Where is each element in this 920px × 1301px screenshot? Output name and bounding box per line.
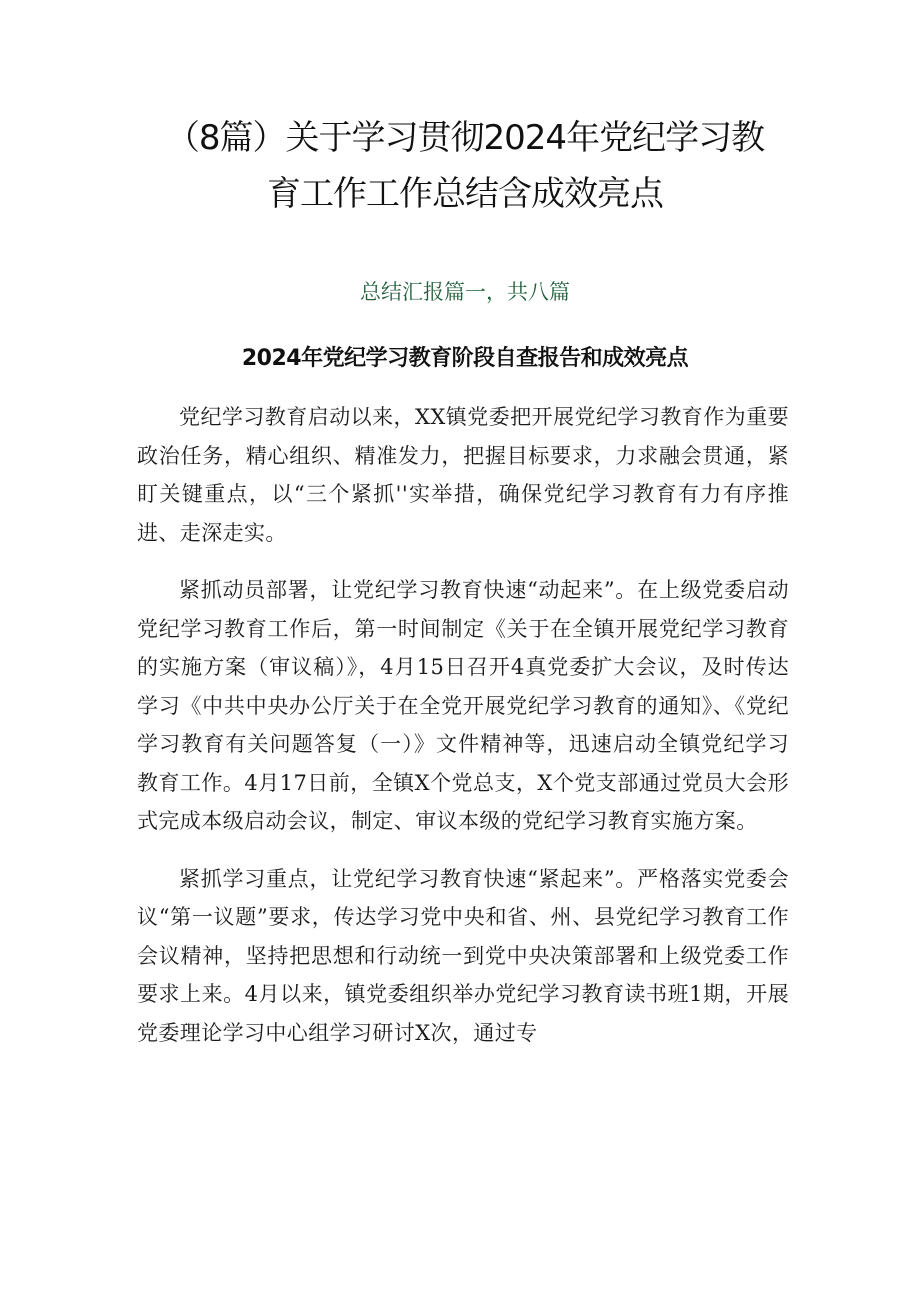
body-text [137, 398, 789, 1071]
paragraph-1: 党纪学习教育启动以来，XX镇党委把开展党纪学习教育作为重要政治任务，精心组织、精准发力，把握目标要求，力求融会贯通，紧盯关键重点，以“三个紧抓''实举措，确保党纪学习教育有力有序推进、走深走实。 [137, 405, 789, 545]
report-title: 2024年党纪学习教育阶段自查报告和成效亮点 [241, 346, 689, 371]
document-title [140, 110, 790, 222]
paragraph-2: 紧抓动员部署，让党纪学习教育快速“动起来”。在上级党委启动党纪学习教育工作后，第一时间制定《关于在全镇开展党纪学习教育的实施方案（审议稿）》，4月15日召开4真党委扩大会议，及时传达学习《中共中央办公厅关于在全党开展党纪学习教育的通知》、《党纪学习教育有关问题答复（一）》文件精神等，迅速启动全镇党纪学习教育工作。4月17日前，全镇X个党总支，X个党支部通过党员大会形式完成本级启动会议，制定、审议本级的党纪学习教育实施方案。 [137, 578, 789, 833]
paragraph-3: 紧抓学习重点，让党纪学习教育快速“紧起来”。严格落实党委会议“第一议题”要求，传达学习党中央和省、州、县党纪学习教育工作会议精神，坚持把思想和行动统一到党中央决策部署和上级党委工作要求上来。4月以来，镇党委组织举办党纪学习教育读书班1期，开展党委理论学习中心组学习研讨X次，通过专 [137, 866, 789, 1045]
section-label: 总结汇报篇一，共八篇 [360, 280, 570, 304]
document-title-line-2: 育工作工作总结含成效亮点 [267, 174, 663, 214]
document-title-line-1: （8篇）关于学习贯彻2024年党纪学习教 [165, 118, 765, 158]
